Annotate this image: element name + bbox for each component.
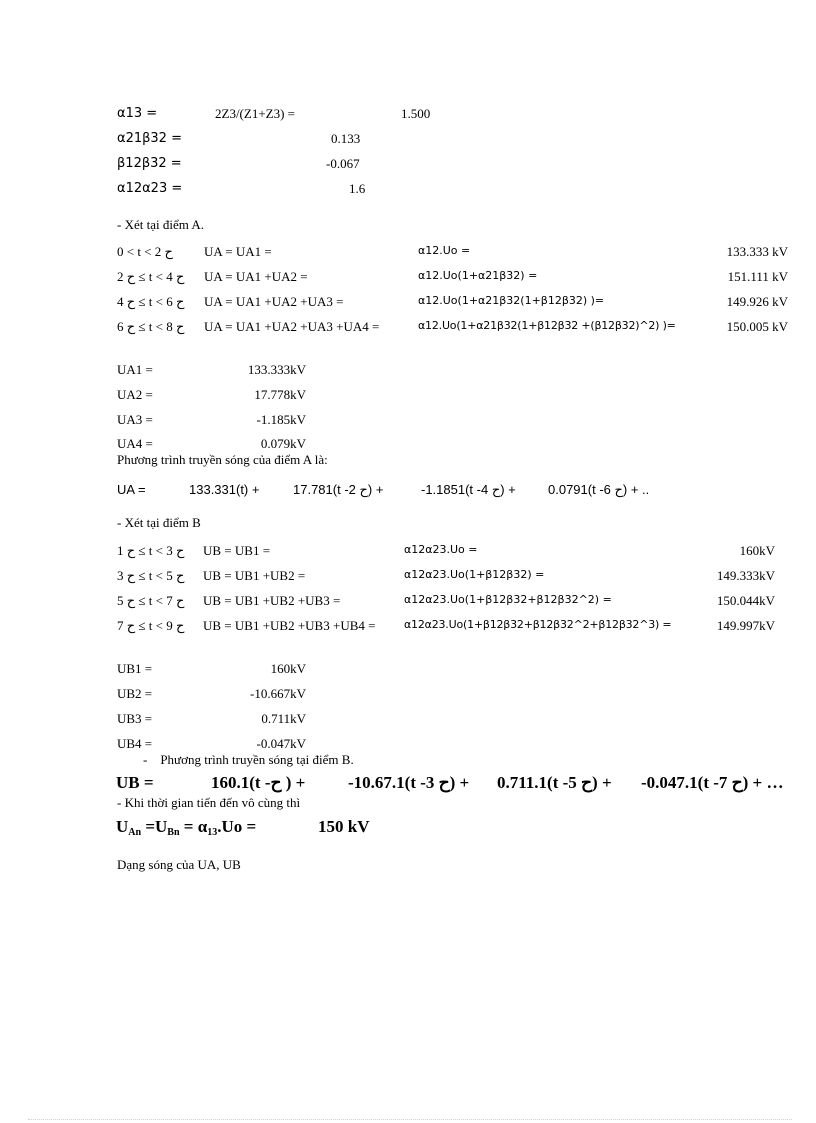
coef-alpha13-formula: 2Z3/(Z1+Z3) =	[215, 106, 296, 121]
ub2-value: -10.667kV	[250, 686, 306, 701]
limit-heading: - Khi thời gian tiến đến vô cùng thì	[117, 795, 301, 810]
ua3-label: UA3 =	[117, 412, 153, 427]
a-row1-range: 0 < t < 2 ح	[117, 244, 173, 259]
coef-a12a23-label: α12α23 =	[117, 181, 183, 196]
ua4-value: 0.079kV	[260, 436, 306, 451]
ua2-label: UA2 =	[117, 387, 153, 402]
section-b-heading: - Xét tại điểm B	[117, 515, 201, 530]
coef-b12b32-label: β12β32 =	[117, 156, 182, 171]
ub-wave-term-3: 0.711.1(t -5 ح) +	[497, 773, 612, 792]
ub1-label: UB1 =	[117, 661, 153, 676]
ub3-label: UB3 =	[117, 711, 153, 726]
ua-wave-term-4: 0.0791(t -6 ح) + ..	[548, 482, 650, 497]
a-row2-range: 2 ح ≤ t < 4 ح	[117, 269, 185, 284]
b-row3-value: 150.044kV	[716, 593, 775, 608]
ua2-value: 17.778kV	[254, 387, 306, 402]
a-row4-value: 150.005 kV	[726, 319, 788, 334]
b-row4-formula: α12α23.Uo(1+β12β32+β12β32^2+β12β32^3) =	[404, 618, 672, 631]
ua3-value: -1.185kV	[256, 412, 306, 427]
b-row4-value: 149.997kV	[716, 618, 775, 633]
ua-wave-term-3: -1.1851(t -4 ح) +	[421, 482, 516, 497]
a-row4-formula: α12.Uo(1+α21β32(1+β12β32 +(β12β32)^2) )=	[418, 319, 676, 332]
a-row3-expr: UA = UA1 +UA2 +UA3 =	[204, 294, 344, 309]
b-row1-expr: UB = UB1 =	[203, 543, 271, 558]
ub-wave-heading: - Phương trình truyền sóng tại điểm B.	[143, 752, 354, 767]
b-row1-range: 1 ح ≤ t < 3 ح	[117, 543, 185, 558]
ub-wave-term-2: -10.67.1(t -3 ح) +	[348, 773, 470, 792]
b-row3-range: 5 ح ≤ t < 7 ح	[117, 593, 185, 608]
page-bottom-divider	[28, 1119, 792, 1120]
ua-wave-term-1: 133.331(t) +	[189, 482, 260, 497]
ub-wave-term-1: 160.1(t -ح ) +	[211, 773, 306, 792]
a-row2-formula: α12.Uo(1+α21β32) =	[418, 269, 538, 282]
b-row4-expr: UB = UB1 +UB2 +UB3 +UB4 =	[203, 618, 376, 633]
a-row3-range: 4 ح ≤ t < 6 ح	[117, 294, 185, 309]
a-row3-value: 149.926 kV	[726, 294, 788, 309]
ua-wave-heading: Phương trình truyền sóng của điểm A là:	[117, 452, 328, 467]
a-row3-formula: α12.Uo(1+α21β32(1+β12β32) )=	[418, 294, 605, 307]
b-row2-range: 3 ح ≤ t < 5 ح	[117, 568, 185, 583]
waveform-caption: Dạng sóng của UA, UB	[117, 857, 241, 872]
a-row1-formula: α12.Uo =	[418, 244, 471, 257]
b-row2-value: 149.333kV	[716, 568, 775, 583]
ub4-label: UB4 =	[117, 736, 153, 751]
ub1-value: 160kV	[270, 661, 306, 676]
coef-alpha13-value: 1.500	[401, 106, 431, 121]
ub3-value: 0.711kV	[261, 711, 306, 726]
limit-equation: $U_{An} =U_{Bn} = \alpha_{13}.Uo$ =	[116, 817, 257, 838]
coef-b12b32-value: -0.067	[326, 156, 360, 171]
coef-a21b32-value: 0.133	[331, 131, 361, 146]
a-row2-expr: UA = UA1 +UA2 =	[204, 269, 308, 284]
ua-wave-term-2: 17.781(t -2 ح) +	[293, 482, 384, 497]
a-row4-range: 6 ح ≤ t < 8 ح	[117, 319, 185, 334]
b-row2-expr: UB = UB1 +UB2 =	[203, 568, 306, 583]
ua1-value: 133.333kV	[247, 362, 306, 377]
ub-wave-term-4: -0.047.1(t -7 ح) + …	[641, 773, 784, 792]
coef-a12a23-value: 1.6	[349, 181, 366, 196]
ua4-label: UA4 =	[117, 436, 153, 451]
coef-alpha13-label: α13 =	[117, 106, 158, 121]
b-row1-value: 160kV	[739, 543, 775, 558]
ub2-label: UB2 =	[117, 686, 153, 701]
a-row1-expr: UA = UA1 =	[204, 244, 272, 259]
b-row4-range: 7 ح ≤ t < 9 ح	[117, 618, 185, 633]
a-row4-expr: UA = UA1 +UA2 +UA3 +UA4 =	[204, 319, 380, 334]
limit-value: 150 kV	[318, 817, 370, 836]
a-row1-value: 133.333 kV	[726, 244, 788, 259]
b-row1-formula: α12α23.Uo =	[404, 543, 478, 556]
a-row2-value: 151.111 kV	[727, 269, 788, 284]
ua1-label: UA1 =	[117, 362, 153, 377]
b-row2-formula: α12α23.Uo(1+β12β32) =	[404, 568, 545, 581]
b-row3-formula: α12α23.Uo(1+β12β32+β12β32^2) =	[404, 593, 612, 606]
ub4-value: -0.047kV	[256, 736, 306, 751]
section-a-heading: - Xét tại điểm A.	[117, 217, 205, 232]
ua-wave-label: UA =	[117, 482, 146, 497]
b-row3-expr: UB = UB1 +UB2 +UB3 =	[203, 593, 341, 608]
coef-a21b32-label: α21β32 =	[117, 131, 182, 146]
ub-wave-label: UB =	[116, 773, 154, 792]
